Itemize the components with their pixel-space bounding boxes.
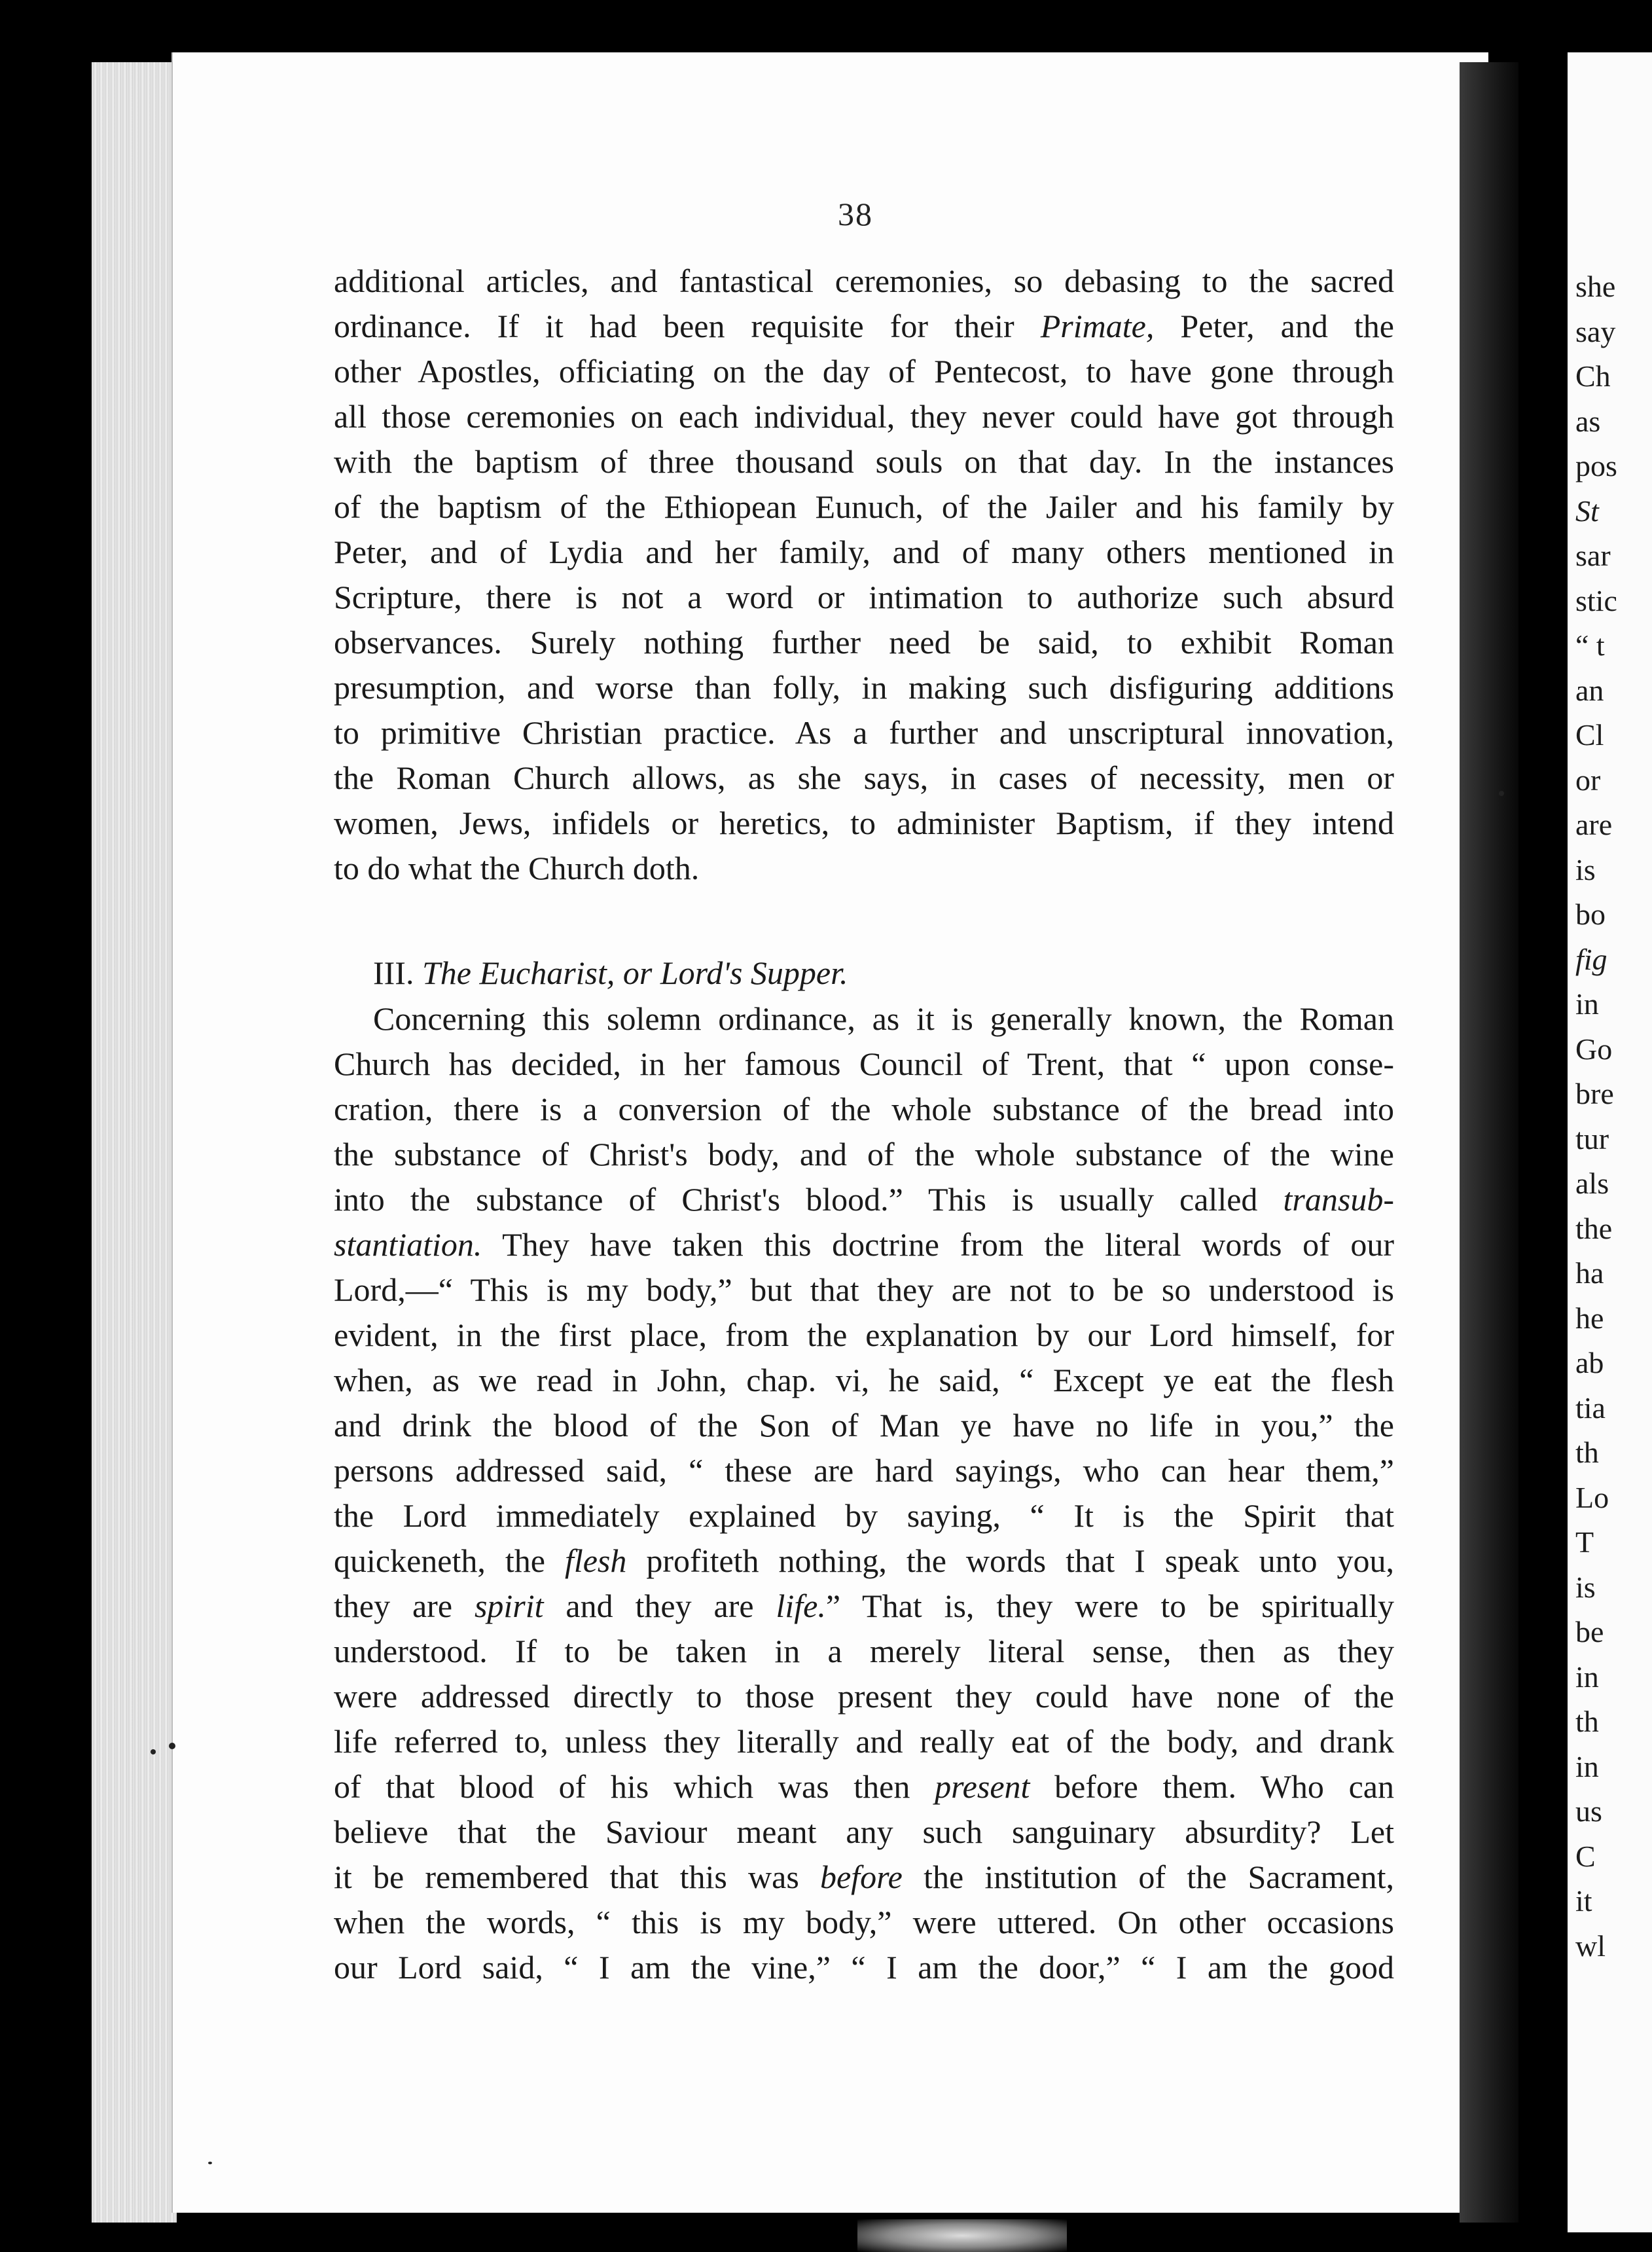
section-title: The Eucharist, or Lord's Supper. xyxy=(422,954,848,991)
paragraph-eucharist xyxy=(334,996,1394,1990)
facing-page-fragment: “ t xyxy=(1575,628,1605,662)
facing-page-fragment: Lo xyxy=(1575,1480,1609,1514)
facing-page-fragment: fig xyxy=(1575,942,1607,976)
facing-page-fragment: tur xyxy=(1575,1121,1609,1155)
facing-page-fragment: sar xyxy=(1575,539,1611,572)
facing-page-fragment: he xyxy=(1575,1301,1604,1335)
text-line: other Apostles, officiating on the day of Pentecost, to have gone through xyxy=(334,353,1394,390)
facing-page-fragment: an xyxy=(1575,673,1604,707)
text-line: Concerning this solemn ordinance, as it is generally known, the Roman xyxy=(373,1000,1394,1037)
scan-smudge xyxy=(857,2219,1067,2252)
facing-page-fragment: as xyxy=(1575,404,1601,438)
text-line: Scripture, there is not a word or intimation to authorize such absurd xyxy=(334,579,1394,615)
facing-page-fragment: th xyxy=(1575,1436,1599,1469)
text-line: understood. If to be taken in a merely literal sense, then as they xyxy=(334,1633,1394,1669)
facing-page-fragment: us xyxy=(1575,1794,1602,1828)
book-gutter xyxy=(1460,62,1518,2223)
facing-page-fragment: she xyxy=(1575,270,1616,303)
text-line: cration, there is a conversion of the whole substance of the bread into xyxy=(334,1091,1394,1127)
text-line: all those ceremonies on each individual, they never could have got through xyxy=(334,398,1394,435)
text-line: it be remembered that this was before the institution of the Sacrament, xyxy=(334,1859,1394,1895)
text-line: stantiation. They have taken this doctrine from the literal words of our xyxy=(334,1226,1394,1263)
text-line: when the words, “ this is my body,” were uttered. On other occasions xyxy=(334,1904,1394,1940)
text-line: Peter, and of Lydia and her family, and of many others mentioned in xyxy=(334,534,1394,570)
text-line: additional articles, and fantastical ceremonies, so debasing to the sacred xyxy=(334,263,1394,299)
text-line: Lord,—“ This is my body,” but that they are not to be so understood is xyxy=(334,1271,1394,1308)
text-line: into the substance of Christ's blood.” This is usually called transub- xyxy=(334,1181,1394,1218)
text-line: were addressed directly to those present they could have none of the xyxy=(334,1678,1394,1715)
text-line: women, Jews, infidels or heretics, to administer Baptism, if they intend xyxy=(334,805,1394,841)
text-line: of that blood of his which was then present before them. Who can xyxy=(334,1768,1394,1805)
text-line: believe that the Saviour meant any such sanguinary absurdity? Let xyxy=(334,1813,1394,1850)
facing-page-fragment: Ch xyxy=(1575,359,1611,393)
text-line: our Lord said, “ I am the vine,” “ I am the door,” “ I am the good xyxy=(334,1949,1394,1986)
facing-page-fragment: it xyxy=(1575,1884,1592,1917)
facing-page-fragment: in xyxy=(1575,1660,1599,1694)
facing-page-fragment: Cl xyxy=(1575,718,1604,752)
text-line: and drink the blood of the Son of Man ye have no life in you,” the xyxy=(334,1407,1394,1444)
text-line: they are spirit and they are life.” That is, they were to be spiritually xyxy=(334,1588,1394,1624)
facing-page-fragment: Go xyxy=(1575,1032,1613,1066)
facing-page-fragment: th xyxy=(1575,1705,1599,1738)
left-page-edges xyxy=(92,62,177,2223)
text-line: to primitive Christian practice. As a further and unscriptural innovation, xyxy=(334,714,1394,751)
text-line: life referred to, unless they literally and really eat of the body, and drank xyxy=(334,1723,1394,1760)
facing-page-fragment: or xyxy=(1575,763,1601,797)
text-line: the substance of Christ's body, and of the whole substance of the wine xyxy=(334,1136,1394,1172)
facing-page-fragment: is xyxy=(1575,1570,1596,1604)
facing-page-fragment: in xyxy=(1575,1749,1599,1783)
facing-page-fragment: stic xyxy=(1575,583,1617,617)
text-line: presumption, and worse than folly, in making such disfiguring additions xyxy=(334,669,1394,706)
text-line: evident, in the first place, from the explanation by our Lord himself, for xyxy=(334,1317,1394,1353)
section-numeral: III. xyxy=(373,954,414,991)
facing-page-fragment: T xyxy=(1575,1525,1594,1559)
facing-page-fragment: are xyxy=(1575,808,1613,841)
text-line: quickeneth, the flesh profiteth nothing, the words that I speak unto you, xyxy=(334,1542,1394,1579)
facing-page-fragment: the xyxy=(1575,1211,1613,1245)
text-line: ordinance. If it had been requisite for their Primate, Peter, and the xyxy=(334,308,1394,344)
facing-page-fragment: St xyxy=(1575,494,1599,528)
text-line: with the baptism of three thousand souls on that day. In the instances xyxy=(334,443,1394,480)
facing-page-fragment: ha xyxy=(1575,1256,1604,1290)
text-line: observances. Surely nothing further need be said, to exhibit Roman xyxy=(334,624,1394,661)
section-heading xyxy=(373,951,848,996)
text-line: persons addressed said, “ these are hard sayings, who can hear them,” xyxy=(334,1452,1394,1489)
facing-page-fragment: is xyxy=(1575,852,1596,886)
text-line: of the baptism of the Ethiopean Eunuch, of the Jailer and his family by xyxy=(334,488,1394,525)
text-line: the Lord immediately explained by saying, “ It is the Spirit that xyxy=(334,1497,1394,1534)
facing-page-fragment: C xyxy=(1575,1839,1596,1873)
text-line: to do what the Church doth. xyxy=(334,850,700,886)
facing-page-fragment: in xyxy=(1575,987,1599,1021)
facing-page-fragment: be xyxy=(1575,1615,1604,1648)
page-number: 38 xyxy=(838,196,873,232)
facing-page-fragment: wl xyxy=(1575,1929,1606,1963)
facing-page-fragment: tia xyxy=(1575,1390,1606,1425)
facing-page-fragment: als xyxy=(1575,1167,1609,1200)
text-line: Church has decided, in her famous Council of Trent, that “ upon conse- xyxy=(334,1045,1394,1082)
facing-page-fragment: bo xyxy=(1575,898,1606,931)
facing-page-fragment: pos xyxy=(1575,449,1617,482)
paragraph-baptism-continued xyxy=(334,259,1394,891)
facing-page-fragment: bre xyxy=(1575,1077,1614,1110)
text-line: when, as we read in John, chap. vi, he said, “ Except ye eat the flesh xyxy=(334,1362,1394,1398)
text-line: the Roman Church allows, as she says, in cases of necessity, men or xyxy=(334,759,1394,796)
facing-page-fragment: ab xyxy=(1575,1346,1604,1379)
facing-page xyxy=(1568,52,1652,2232)
facing-page-fragment: say xyxy=(1575,314,1616,348)
